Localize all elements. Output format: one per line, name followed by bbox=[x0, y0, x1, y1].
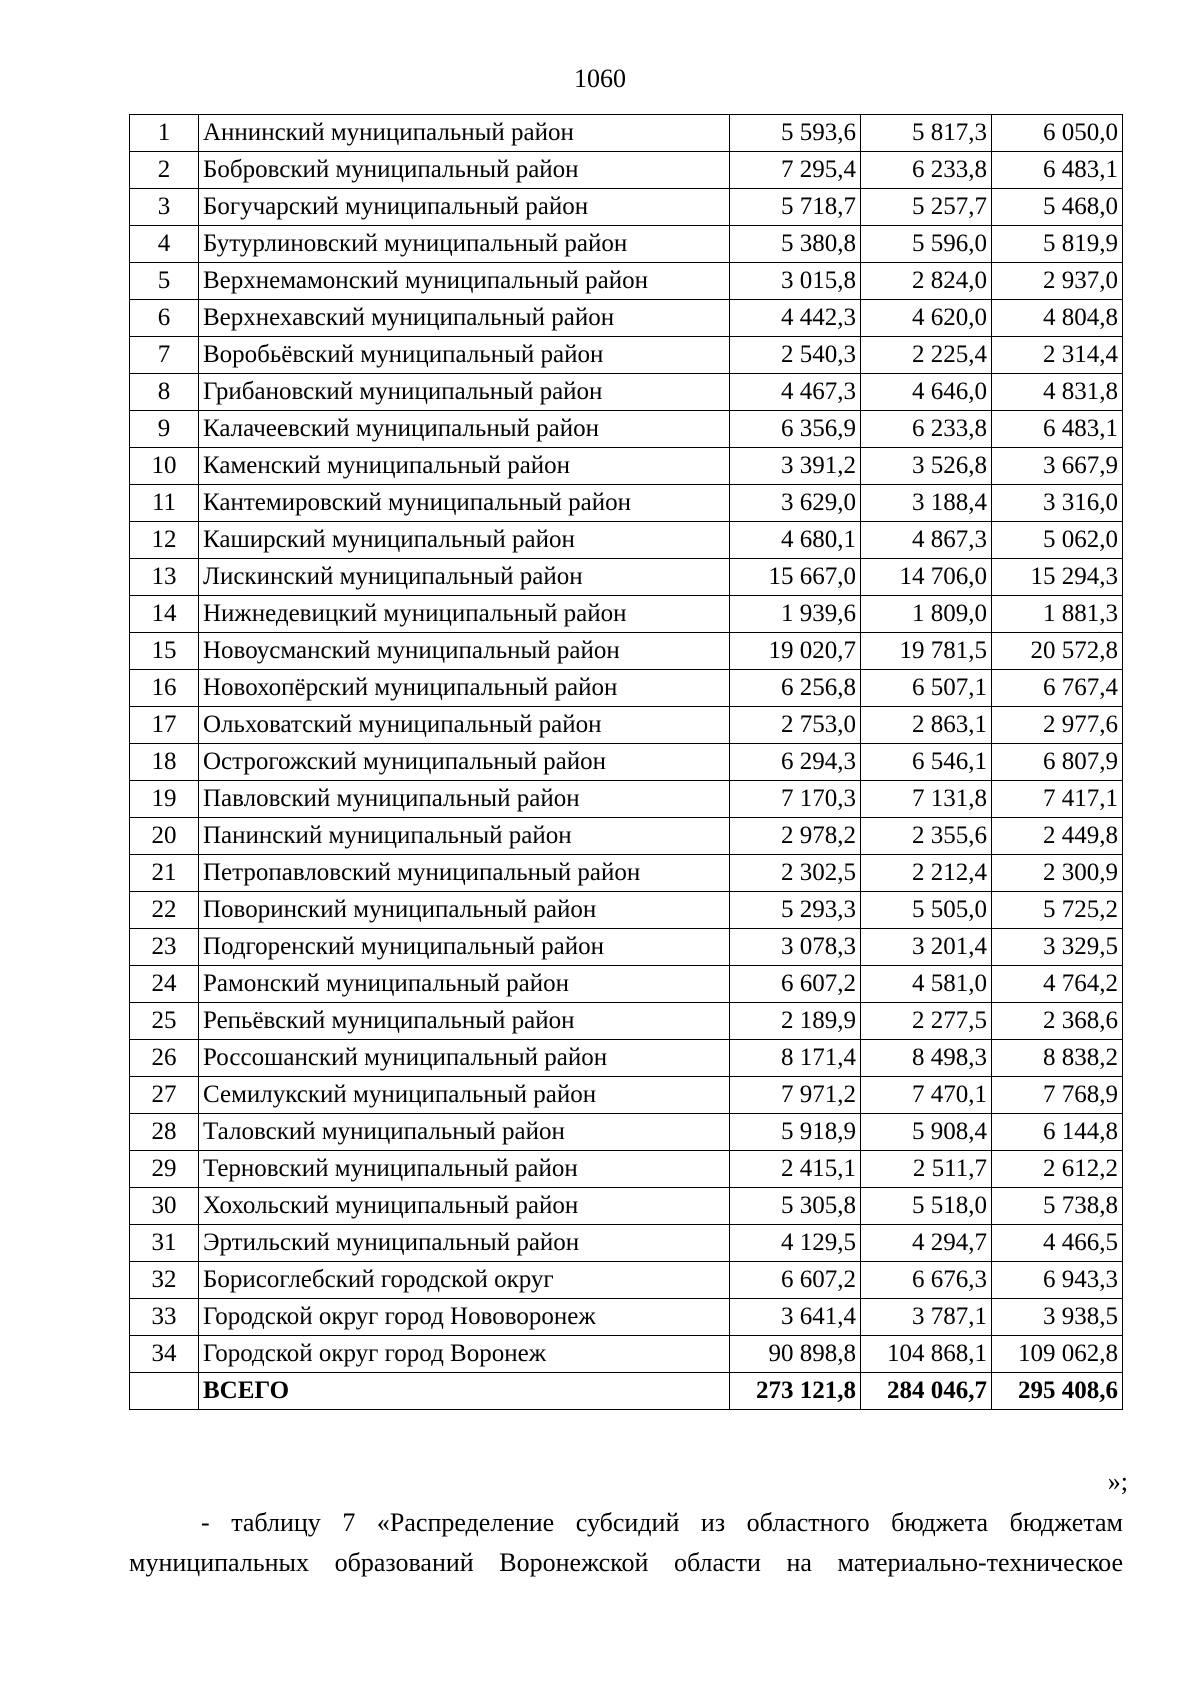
table-row bbox=[130, 1040, 1123, 1077]
municipality-name-cell: Грибановский муниципальный район bbox=[199, 374, 730, 411]
value-cell-1: 7 971,2 bbox=[730, 1077, 861, 1114]
value-cell-1: 8 171,4 bbox=[730, 1040, 861, 1077]
value-cell-1: 6 294,3 bbox=[730, 744, 861, 781]
value-cell-1: 6 256,8 bbox=[730, 670, 861, 707]
table-row bbox=[130, 596, 1123, 633]
value-cell-2: 6 676,3 bbox=[861, 1262, 992, 1299]
table-row bbox=[130, 1114, 1123, 1151]
row-number-cell: 33 bbox=[130, 1299, 199, 1336]
value-cell-3: 5 725,2 bbox=[992, 892, 1123, 929]
value-cell-3: 6 144,8 bbox=[992, 1114, 1123, 1151]
row-number-cell: 30 bbox=[130, 1188, 199, 1225]
value-cell-3: 295 408,6 bbox=[992, 1373, 1123, 1410]
municipality-name-cell: Аннинский муниципальный район bbox=[199, 115, 730, 152]
municipality-name-cell: Верхнехавский муниципальный район bbox=[199, 300, 730, 337]
table-row bbox=[130, 559, 1123, 596]
value-cell-1: 4 442,3 bbox=[730, 300, 861, 337]
value-cell-2: 2 355,6 bbox=[861, 818, 992, 855]
row-number-cell: 16 bbox=[130, 670, 199, 707]
table-row bbox=[130, 670, 1123, 707]
value-cell-1: 7 170,3 bbox=[730, 781, 861, 818]
table-row bbox=[130, 929, 1123, 966]
row-number-cell: 8 bbox=[130, 374, 199, 411]
municipality-name-cell: Новохопёрский муниципальный район bbox=[199, 670, 730, 707]
municipality-name-cell: Кантемировский муниципальный район bbox=[199, 485, 730, 522]
amendment-paragraph bbox=[129, 1503, 1123, 1583]
municipality-name-cell: Богучарский муниципальный район bbox=[199, 189, 730, 226]
value-cell-1: 5 918,9 bbox=[730, 1114, 861, 1151]
table-row bbox=[130, 374, 1123, 411]
value-cell-3: 2 612,2 bbox=[992, 1151, 1123, 1188]
value-cell-3: 4 466,5 bbox=[992, 1225, 1123, 1262]
municipality-name-cell: Нижнедевицкий муниципальный район bbox=[199, 596, 730, 633]
table-row bbox=[130, 226, 1123, 263]
value-cell-3: 6 483,1 bbox=[992, 411, 1123, 448]
value-cell-1: 273 121,8 bbox=[730, 1373, 861, 1410]
municipality-name-cell: Россошанский муниципальный район bbox=[199, 1040, 730, 1077]
municipality-name-cell: Воробьёвский муниципальный район bbox=[199, 337, 730, 374]
row-number-cell: 31 bbox=[130, 1225, 199, 1262]
value-cell-2: 3 526,8 bbox=[861, 448, 992, 485]
value-cell-1: 4 129,5 bbox=[730, 1225, 861, 1262]
value-cell-1: 5 718,7 bbox=[730, 189, 861, 226]
value-cell-2: 4 581,0 bbox=[861, 966, 992, 1003]
row-number-cell: 34 bbox=[130, 1336, 199, 1373]
value-cell-2: 5 817,3 bbox=[861, 115, 992, 152]
value-cell-3: 2 449,8 bbox=[992, 818, 1123, 855]
municipality-name-cell: Каширский муниципальный район bbox=[199, 522, 730, 559]
row-number-cell: 20 bbox=[130, 818, 199, 855]
table-row bbox=[130, 152, 1123, 189]
row-number-cell: 9 bbox=[130, 411, 199, 448]
table-row bbox=[130, 744, 1123, 781]
value-cell-2: 5 596,0 bbox=[861, 226, 992, 263]
value-cell-3: 6 483,1 bbox=[992, 152, 1123, 189]
value-cell-2: 2 511,7 bbox=[861, 1151, 992, 1188]
value-cell-2: 4 294,7 bbox=[861, 1225, 992, 1262]
row-number-cell: 29 bbox=[130, 1151, 199, 1188]
value-cell-3: 6 767,4 bbox=[992, 670, 1123, 707]
row-number-cell: 27 bbox=[130, 1077, 199, 1114]
value-cell-3: 4 804,8 bbox=[992, 300, 1123, 337]
row-number-cell: 7 bbox=[130, 337, 199, 374]
closing-quote: »; bbox=[1107, 1467, 1128, 1496]
value-cell-3: 3 938,5 bbox=[992, 1299, 1123, 1336]
table-row bbox=[130, 337, 1123, 374]
value-cell-1: 2 753,0 bbox=[730, 707, 861, 744]
table-row bbox=[130, 818, 1123, 855]
table-row bbox=[130, 300, 1123, 337]
subsidy-table bbox=[129, 114, 1123, 1410]
row-number-cell: 25 bbox=[130, 1003, 199, 1040]
municipality-name-cell: Острогожский муниципальный район bbox=[199, 744, 730, 781]
value-cell-3: 8 838,2 bbox=[992, 1040, 1123, 1077]
row-number-cell: 10 bbox=[130, 448, 199, 485]
municipality-name-cell: Поворинский муниципальный район bbox=[199, 892, 730, 929]
value-cell-1: 6 607,2 bbox=[730, 1262, 861, 1299]
table-row bbox=[130, 411, 1123, 448]
table-row bbox=[130, 892, 1123, 929]
value-cell-3: 2 368,6 bbox=[992, 1003, 1123, 1040]
row-number-cell: 4 bbox=[130, 226, 199, 263]
value-cell-1: 6 356,9 bbox=[730, 411, 861, 448]
municipality-name-cell: Ольховатский муниципальный район bbox=[199, 707, 730, 744]
value-cell-2: 3 201,4 bbox=[861, 929, 992, 966]
municipality-name-cell: Борисоглебский городской округ bbox=[199, 1262, 730, 1299]
value-cell-1: 19 020,7 bbox=[730, 633, 861, 670]
value-cell-2: 2 225,4 bbox=[861, 337, 992, 374]
value-cell-3: 4 764,2 bbox=[992, 966, 1123, 1003]
value-cell-3: 6 943,3 bbox=[992, 1262, 1123, 1299]
value-cell-2: 5 518,0 bbox=[861, 1188, 992, 1225]
value-cell-3: 7 768,9 bbox=[992, 1077, 1123, 1114]
row-number-cell: 3 bbox=[130, 189, 199, 226]
table-row bbox=[130, 1299, 1123, 1336]
municipality-name-cell: Семилукский муниципальный район bbox=[199, 1077, 730, 1114]
table-body bbox=[130, 115, 1123, 1410]
value-cell-1: 7 295,4 bbox=[730, 152, 861, 189]
value-cell-2: 1 809,0 bbox=[861, 596, 992, 633]
table-row bbox=[130, 115, 1123, 152]
table-row bbox=[130, 263, 1123, 300]
value-cell-3: 6 807,9 bbox=[992, 744, 1123, 781]
municipality-name-cell: Калачеевский муниципальный район bbox=[199, 411, 730, 448]
value-cell-3: 5 738,8 bbox=[992, 1188, 1123, 1225]
municipality-name-cell: Петропавловский муниципальный район bbox=[199, 855, 730, 892]
value-cell-3: 2 937,0 bbox=[992, 263, 1123, 300]
table-row bbox=[130, 448, 1123, 485]
value-cell-3: 2 300,9 bbox=[992, 855, 1123, 892]
municipality-name-cell: Павловский муниципальный район bbox=[199, 781, 730, 818]
value-cell-2: 4 620,0 bbox=[861, 300, 992, 337]
value-cell-3: 6 050,0 bbox=[992, 115, 1123, 152]
row-number-cell: 26 bbox=[130, 1040, 199, 1077]
value-cell-3: 5 062,0 bbox=[992, 522, 1123, 559]
municipality-name-cell: Городской округ город Воронеж bbox=[199, 1336, 730, 1373]
value-cell-1: 5 380,8 bbox=[730, 226, 861, 263]
value-cell-2: 19 781,5 bbox=[861, 633, 992, 670]
row-number-cell: 17 bbox=[130, 707, 199, 744]
row-number-cell: 1 bbox=[130, 115, 199, 152]
municipality-name-cell: Каменский муниципальный район bbox=[199, 448, 730, 485]
table-row bbox=[130, 485, 1123, 522]
row-number-cell: 2 bbox=[130, 152, 199, 189]
value-cell-1: 3 641,4 bbox=[730, 1299, 861, 1336]
value-cell-2: 4 646,0 bbox=[861, 374, 992, 411]
value-cell-3: 2 977,6 bbox=[992, 707, 1123, 744]
municipality-name-cell: Верхнемамонский муниципальный район bbox=[199, 263, 730, 300]
value-cell-2: 2 212,4 bbox=[861, 855, 992, 892]
row-number-cell: 22 bbox=[130, 892, 199, 929]
value-cell-1: 6 607,2 bbox=[730, 966, 861, 1003]
value-cell-2: 5 505,0 bbox=[861, 892, 992, 929]
row-number-cell: 6 bbox=[130, 300, 199, 337]
value-cell-1: 4 680,1 bbox=[730, 522, 861, 559]
municipality-name-cell: Бутурлиновский муниципальный район bbox=[199, 226, 730, 263]
row-number-cell: 23 bbox=[130, 929, 199, 966]
table-row bbox=[130, 781, 1123, 818]
value-cell-2: 104 868,1 bbox=[861, 1336, 992, 1373]
value-cell-3: 5 819,9 bbox=[992, 226, 1123, 263]
table-row bbox=[130, 707, 1123, 744]
value-cell-2: 2 824,0 bbox=[861, 263, 992, 300]
paragraph-line-2: муниципальных образований Воронежской области на материально-техническое bbox=[129, 1548, 1123, 1577]
value-cell-3: 7 417,1 bbox=[992, 781, 1123, 818]
municipality-name-cell: Таловский муниципальный район bbox=[199, 1114, 730, 1151]
paragraph-line-1: - таблицу 7 «Распределение субсидий из областного бюджета бюджетам bbox=[201, 1508, 1123, 1537]
municipality-name-cell: ВСЕГО bbox=[199, 1373, 730, 1410]
row-number-cell: 19 bbox=[130, 781, 199, 818]
municipality-name-cell: Рамонский муниципальный район bbox=[199, 966, 730, 1003]
value-cell-3: 5 468,0 bbox=[992, 189, 1123, 226]
value-cell-2: 5 908,4 bbox=[861, 1114, 992, 1151]
page-number: 1060 bbox=[574, 64, 626, 93]
row-number-cell: 13 bbox=[130, 559, 199, 596]
municipality-name-cell: Городской округ город Нововоронеж bbox=[199, 1299, 730, 1336]
value-cell-1: 2 189,9 bbox=[730, 1003, 861, 1040]
value-cell-2: 14 706,0 bbox=[861, 559, 992, 596]
value-cell-3: 1 881,3 bbox=[992, 596, 1123, 633]
table-total-row bbox=[130, 1373, 1123, 1410]
value-cell-2: 4 867,3 bbox=[861, 522, 992, 559]
value-cell-2: 8 498,3 bbox=[861, 1040, 992, 1077]
value-cell-3: 20 572,8 bbox=[992, 633, 1123, 670]
value-cell-3: 3 316,0 bbox=[992, 485, 1123, 522]
table-row bbox=[130, 1336, 1123, 1373]
table-row bbox=[130, 1151, 1123, 1188]
table-row bbox=[130, 1225, 1123, 1262]
row-number-cell: 14 bbox=[130, 596, 199, 633]
value-cell-2: 5 257,7 bbox=[861, 189, 992, 226]
municipality-name-cell: Терновский муниципальный район bbox=[199, 1151, 730, 1188]
table-row bbox=[130, 1188, 1123, 1225]
table-row bbox=[130, 189, 1123, 226]
value-cell-1: 2 415,1 bbox=[730, 1151, 861, 1188]
municipality-name-cell: Новоусманский муниципальный район bbox=[199, 633, 730, 670]
value-cell-2: 6 233,8 bbox=[861, 411, 992, 448]
value-cell-2: 7 470,1 bbox=[861, 1077, 992, 1114]
value-cell-2: 2 863,1 bbox=[861, 707, 992, 744]
value-cell-2: 3 188,4 bbox=[861, 485, 992, 522]
municipality-name-cell: Бобровский муниципальный район bbox=[199, 152, 730, 189]
table-row bbox=[130, 1077, 1123, 1114]
table-row bbox=[130, 966, 1123, 1003]
value-cell-1: 2 302,5 bbox=[730, 855, 861, 892]
value-cell-1: 2 540,3 bbox=[730, 337, 861, 374]
value-cell-1: 3 629,0 bbox=[730, 485, 861, 522]
row-number-cell: 5 bbox=[130, 263, 199, 300]
value-cell-2: 6 507,1 bbox=[861, 670, 992, 707]
row-number-cell: 11 bbox=[130, 485, 199, 522]
row-number-cell bbox=[130, 1373, 199, 1410]
value-cell-1: 4 467,3 bbox=[730, 374, 861, 411]
table-row bbox=[130, 633, 1123, 670]
row-number-cell: 12 bbox=[130, 522, 199, 559]
value-cell-2: 2 277,5 bbox=[861, 1003, 992, 1040]
municipality-name-cell: Панинский муниципальный район bbox=[199, 818, 730, 855]
row-number-cell: 28 bbox=[130, 1114, 199, 1151]
value-cell-1: 5 593,6 bbox=[730, 115, 861, 152]
municipality-name-cell: Подгоренский муниципальный район bbox=[199, 929, 730, 966]
table-row bbox=[130, 1003, 1123, 1040]
municipality-name-cell: Лискинский муниципальный район bbox=[199, 559, 730, 596]
value-cell-2: 284 046,7 bbox=[861, 1373, 992, 1410]
value-cell-1: 15 667,0 bbox=[730, 559, 861, 596]
value-cell-3: 2 314,4 bbox=[992, 337, 1123, 374]
value-cell-1: 5 293,3 bbox=[730, 892, 861, 929]
value-cell-2: 7 131,8 bbox=[861, 781, 992, 818]
municipality-name-cell: Хохольский муниципальный район bbox=[199, 1188, 730, 1225]
value-cell-2: 6 546,1 bbox=[861, 744, 992, 781]
municipality-name-cell: Эртильский муниципальный район bbox=[199, 1225, 730, 1262]
value-cell-3: 3 329,5 bbox=[992, 929, 1123, 966]
value-cell-3: 109 062,8 bbox=[992, 1336, 1123, 1373]
row-number-cell: 24 bbox=[130, 966, 199, 1003]
municipality-name-cell: Репьёвский муниципальный район bbox=[199, 1003, 730, 1040]
row-number-cell: 15 bbox=[130, 633, 199, 670]
value-cell-3: 4 831,8 bbox=[992, 374, 1123, 411]
value-cell-1: 90 898,8 bbox=[730, 1336, 861, 1373]
value-cell-1: 5 305,8 bbox=[730, 1188, 861, 1225]
value-cell-3: 3 667,9 bbox=[992, 448, 1123, 485]
value-cell-1: 1 939,6 bbox=[730, 596, 861, 633]
row-number-cell: 21 bbox=[130, 855, 199, 892]
value-cell-2: 6 233,8 bbox=[861, 152, 992, 189]
value-cell-1: 3 015,8 bbox=[730, 263, 861, 300]
table-row bbox=[130, 522, 1123, 559]
value-cell-1: 2 978,2 bbox=[730, 818, 861, 855]
value-cell-2: 3 787,1 bbox=[861, 1299, 992, 1336]
row-number-cell: 32 bbox=[130, 1262, 199, 1299]
value-cell-3: 15 294,3 bbox=[992, 559, 1123, 596]
table-row bbox=[130, 1262, 1123, 1299]
table-row bbox=[130, 855, 1123, 892]
value-cell-1: 3 391,2 bbox=[730, 448, 861, 485]
row-number-cell: 18 bbox=[130, 744, 199, 781]
value-cell-1: 3 078,3 bbox=[730, 929, 861, 966]
